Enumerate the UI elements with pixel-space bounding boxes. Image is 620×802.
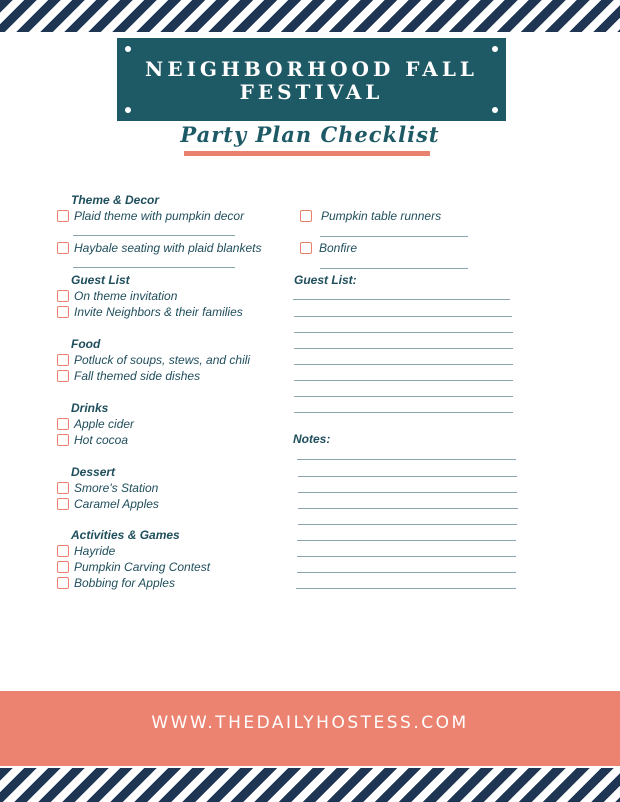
section-heading-guest-list: Guest List <box>71 273 130 287</box>
write-in-line[interactable] <box>320 236 468 237</box>
item-label: Potluck of soups, stews, and chili <box>74 353 251 367</box>
guest-list-line[interactable] <box>294 396 513 397</box>
write-in-line[interactable] <box>73 267 235 268</box>
checkbox[interactable] <box>57 561 69 573</box>
footer-band <box>0 691 620 766</box>
corner-dot <box>125 107 131 113</box>
section-heading-theme-decor: Theme & Decor <box>71 193 160 207</box>
notes-line[interactable] <box>296 588 516 589</box>
item-label: Fall themed side dishes <box>74 369 201 383</box>
section-heading-activities: Activities & Games <box>71 528 180 542</box>
write-in-line[interactable] <box>73 235 235 236</box>
guest-list-line[interactable] <box>294 380 513 381</box>
notes-line[interactable] <box>297 540 516 541</box>
checkbox[interactable] <box>57 210 69 222</box>
item-label: Apple cider <box>74 417 135 431</box>
guest-list-line[interactable] <box>294 364 513 365</box>
footer-website-link[interactable]: WWW.THEDAILYHOSTESS.COM <box>151 713 469 733</box>
guest-list-label: Guest List: <box>294 273 357 287</box>
checkbox[interactable] <box>57 434 69 446</box>
checkbox[interactable] <box>300 242 312 254</box>
write-in-line[interactable] <box>320 268 468 269</box>
section-heading-dessert: Dessert <box>71 465 116 479</box>
checkbox[interactable] <box>57 354 69 366</box>
item-label: Bobbing for Apples <box>74 576 175 590</box>
checkbox[interactable] <box>57 306 69 318</box>
item-label: Bonfire <box>319 241 358 255</box>
notes-line[interactable] <box>298 476 517 477</box>
notes-line[interactable] <box>297 459 516 460</box>
corner-dot <box>125 46 131 52</box>
item-label: Plaid theme with pumpkin decor <box>74 209 245 223</box>
item-label: Pumpkin table runners <box>321 209 442 223</box>
notes-label: Notes: <box>293 432 331 446</box>
notes-line[interactable] <box>298 492 517 493</box>
checkbox[interactable] <box>57 370 69 382</box>
item-label: Caramel Apples <box>74 497 159 511</box>
bottom-stripe-border <box>0 768 620 802</box>
corner-dot <box>492 46 498 52</box>
checkbox[interactable] <box>57 482 69 494</box>
page-title: NEIGHBORHOOD FALL FESTIVAL <box>145 57 478 104</box>
page-subtitle: Party Plan Checklist <box>180 122 440 147</box>
section-heading-drinks: Drinks <box>71 401 109 415</box>
guest-list-line[interactable] <box>294 348 513 349</box>
checkbox[interactable] <box>57 418 69 430</box>
notes-line[interactable] <box>298 524 517 525</box>
guest-list-line[interactable] <box>294 316 512 317</box>
item-label: Smore's Station <box>74 481 159 495</box>
item-label: Hot cocoa <box>74 433 129 447</box>
item-label: Invite Neighbors & their families <box>74 305 243 319</box>
guest-list-line[interactable] <box>294 412 513 413</box>
notes-line[interactable] <box>297 556 516 557</box>
guest-list-line[interactable] <box>294 332 513 333</box>
subtitle-underline <box>184 151 430 156</box>
title-banner <box>117 38 506 121</box>
checkbox[interactable] <box>57 545 69 557</box>
section-heading-food: Food <box>71 337 101 351</box>
item-label: Pumpkin Carving Contest <box>74 560 211 574</box>
item-label: Hayride <box>74 544 116 558</box>
checkbox[interactable] <box>57 577 69 589</box>
checkbox[interactable] <box>300 210 312 222</box>
item-label: On theme invitation <box>74 289 178 303</box>
notes-line[interactable] <box>297 572 516 573</box>
notes-line[interactable] <box>298 508 518 509</box>
guest-list-line[interactable] <box>293 299 510 300</box>
checkbox[interactable] <box>57 498 69 510</box>
item-label: Haybale seating with plaid blankets <box>74 241 262 255</box>
checkbox[interactable] <box>57 290 69 302</box>
top-stripe-border <box>0 0 620 32</box>
corner-dot <box>492 107 498 113</box>
checkbox[interactable] <box>57 242 69 254</box>
